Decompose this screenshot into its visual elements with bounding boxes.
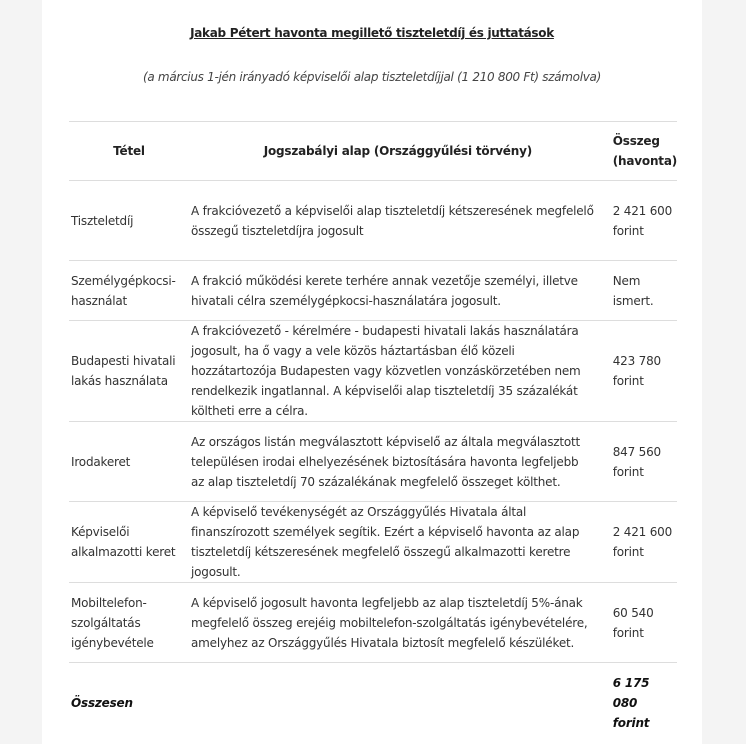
column-header-item: Tétel <box>113 144 145 158</box>
row-basis: A frakcióvezető a képviselői alap tiszteletdíj kétszeresének megfelelő összegű tiszteletdíjra jogosult <box>191 203 594 238</box>
table-row <box>69 422 677 502</box>
row-amount: 2 421 600 forint <box>612 525 673 559</box>
article-page <box>42 0 702 744</box>
row-basis: Az országos listán megválasztott képviselő az általa megválasztott településen irodai elhelyezésének biztosítására havonta legfeljebb az alap tiszteletdíj 70 százalékának megfelelő összeget költhet. <box>191 434 581 489</box>
table-row <box>69 502 677 583</box>
row-amount: Nem ismert. <box>612 273 654 308</box>
row-basis: A képviselő tevékenységét az Országgyűlés Hivatala által finanszírozott személyek segítik. Ezért a képviselő havonta az alap tiszteletdíj kétszeresének megfelelő összegű alkalmazotti keretre jogosult. <box>191 505 580 579</box>
row-item: Képviselői alkalmazotti keret <box>71 525 176 559</box>
table-header-row <box>69 122 677 181</box>
table-total-row <box>69 663 677 744</box>
column-header-basis: Jogszabályi alap (Országgyűlési törvény) <box>263 144 533 158</box>
table-row <box>69 583 677 663</box>
total-label: Összesen <box>71 696 133 710</box>
row-amount: 847 560 forint <box>612 444 661 479</box>
row-item: Tiszteletdíj <box>71 213 134 228</box>
row-item: Mobiltelefon-szolgáltatás igénybevétele <box>71 595 154 650</box>
allowances-table <box>69 121 677 743</box>
row-amount: 2 421 600 forint <box>612 203 673 238</box>
row-item: Személygépkocsi-használat <box>71 273 176 308</box>
table-row <box>69 321 677 422</box>
row-item: Irodakeret <box>71 454 131 469</box>
row-basis: A frakció működési kerete terhére annak vezetője személyi, illetve hivatali célra személygépkocsi-használatára jogosult. <box>191 273 578 308</box>
total-basis-empty <box>189 663 607 744</box>
row-basis: A frakcióvezető - kérelmére - budapesti hivatali lakás használatára jogosult, ha ő vagy a vele közös háztartásban élő közeli hozzátartozója Budapesten vagy közvetlen vonzáskörzetében nem rendelkezik ingatlannal. A képviselői alap tiszteletdíj 35 százalékát költheti erre a célra. <box>191 324 581 418</box>
table-row <box>69 181 677 261</box>
total-amount: 6 175 080 forint <box>612 676 650 730</box>
row-amount: 60 540 forint <box>612 605 654 640</box>
column-header-amount: Összeg (havonta) <box>612 134 678 168</box>
table-row <box>69 261 677 321</box>
row-item: Budapesti hivatali lakás használata <box>71 354 176 388</box>
document-subtitle: (a március 1-jén irányadó képviselői alap tiszteletdíjjal (1 210 800 Ft) számolva) <box>142 70 601 84</box>
row-amount: 423 780 forint <box>612 354 661 388</box>
document-title: Jakab Pétert havonta megillető tiszteletdíj és juttatások <box>190 26 554 40</box>
row-basis: A képviselő jogosult havonta legfeljebb az alap tiszteletdíj 5%-ának megfelelő összeg erejéig mobiltelefon-szolgáltatás igénybevételére, amelyhez az Országgyűlés Hivatala biztosít megfelelő készüléket. <box>191 595 588 650</box>
